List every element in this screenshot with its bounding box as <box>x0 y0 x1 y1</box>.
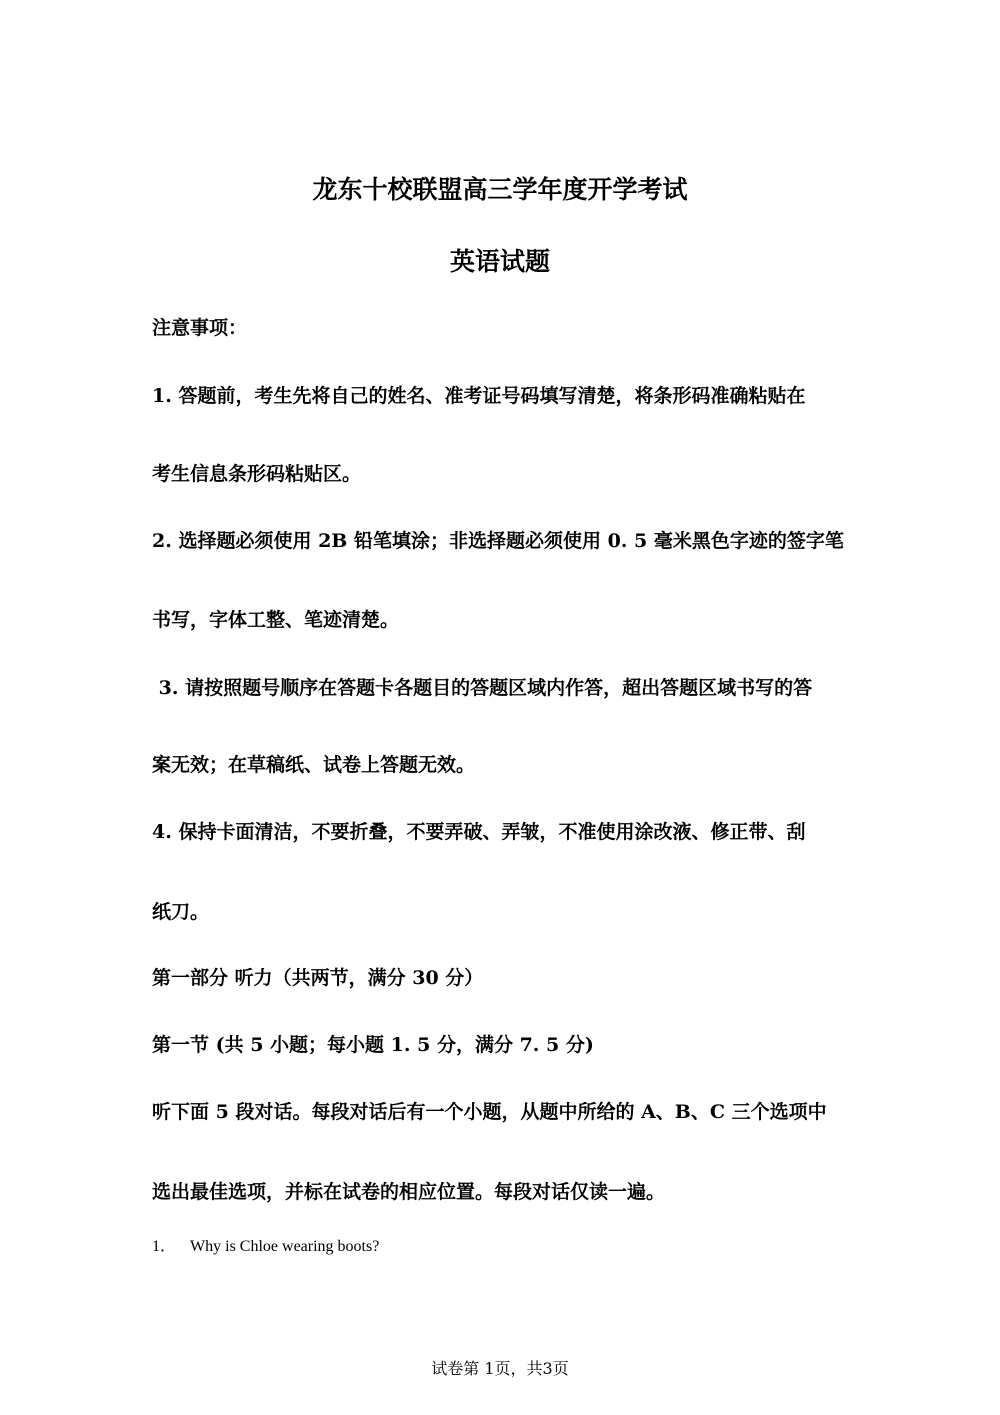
notice-line: 1. 答题前，考生先将自己的姓名、准考证号码填写清楚，将条形码准确粘贴在 <box>152 385 806 407</box>
question-text: Why is Chloe wearing boots? <box>190 1238 380 1255</box>
section-instructions: 选出最佳选项，并标在试卷的相应位置。每段对话仅读一遍。 <box>152 1181 666 1203</box>
notice-line: 考生信息条形码粘贴区。 <box>152 463 362 485</box>
part-heading: 第一部分 听力（共两节，满分 30 分） <box>152 967 484 989</box>
section-heading: 第一节 (共 5 小题；每小题 1. 5 分，满分 7. 5 分) <box>152 1034 594 1056</box>
notice-line: 4. 保持卡面清洁，不要折叠，不要弄破、弄皱，不准使用涂改液、修正带、刮 <box>152 821 806 843</box>
notice-line: 3. 请按照题号顺序在答题卡各题目的答题区域内作答，超出答题区域书写的答 <box>152 677 813 699</box>
page-footer: 试卷第 1页，共3页 <box>431 1359 569 1378</box>
notice-line: 2. 选择题必须使用 2B 铅笔填涂；非选择题必须使用 0. 5 毫米黑色字迹的签字笔 <box>152 530 844 552</box>
exam-title: 龙东十校联盟高三学年度开学考试 <box>312 175 688 204</box>
exam-subtitle: 英语试题 <box>449 247 550 276</box>
question-item <box>152 1233 379 1256</box>
notice-line: 案无效；在草稿纸、试卷上答题无效。 <box>152 754 476 776</box>
section-instructions: 听下面 5 段对话。每段对话后有一个小题，从题中所给的 A、B、C 三个选项中 <box>152 1101 827 1123</box>
notice-heading: 注意事项： <box>152 317 248 339</box>
notice-line: 纸刀。 <box>152 901 210 923</box>
question-number: 1． <box>152 1238 177 1255</box>
notice-line: 书写，字体工整、笔迹清楚。 <box>152 609 400 631</box>
